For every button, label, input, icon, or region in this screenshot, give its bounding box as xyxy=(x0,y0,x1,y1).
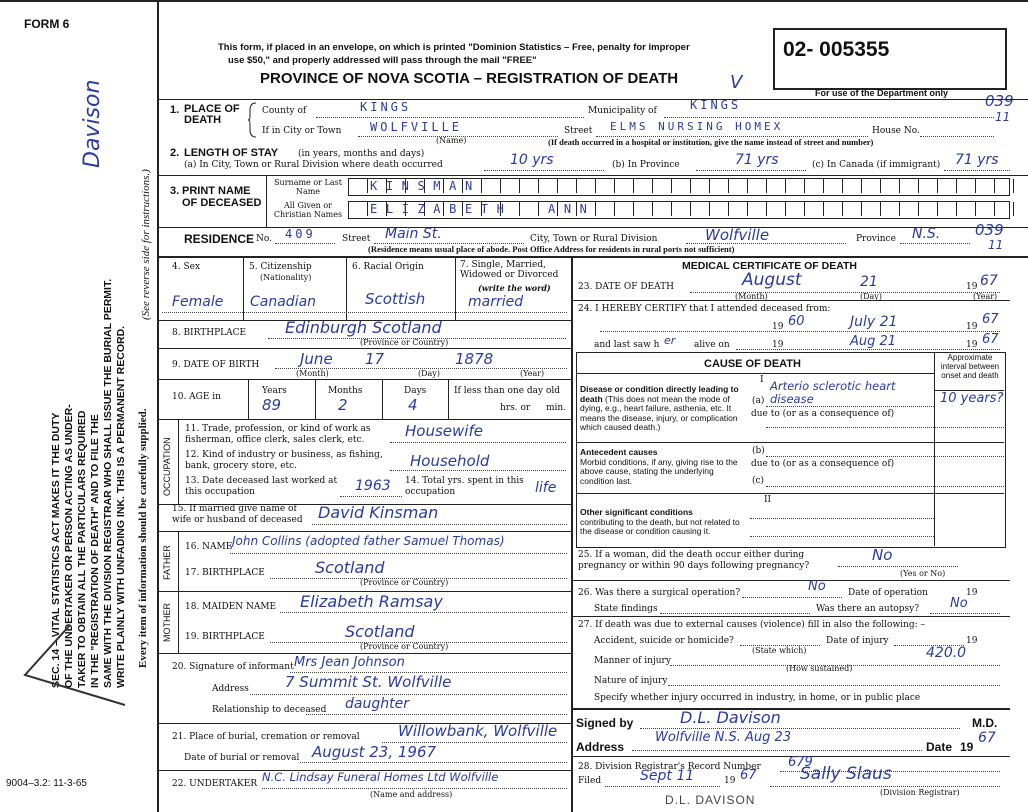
residence-code-2: 11 xyxy=(988,238,1004,252)
marital-label: 7. Single, Married, Widowed or Divorced xyxy=(460,260,559,280)
spouse-label: 15. If married give name of wife or husband of deceased xyxy=(172,504,303,525)
form-number: FORM 6 xyxy=(24,17,70,31)
death-date-label: 23. DATE OF DEATH xyxy=(578,282,674,292)
certify-from-prefix: 19 xyxy=(772,322,784,332)
department-use-note: For use of the Department only xyxy=(815,88,949,98)
q27-label: 27. If death was due to external causes (violence) fill in also the following: – xyxy=(578,620,926,630)
stay-canada-label: (c) In Canada (if immigrant) xyxy=(812,160,941,170)
place-brace xyxy=(248,102,258,138)
given-name-second: ANN xyxy=(548,202,596,216)
certify-label: 24. I HEREBY CERTIFY that I attended deceased from: xyxy=(578,304,831,314)
injury-date-label: Date of injury xyxy=(826,636,889,646)
filed-year: 67 xyxy=(740,768,757,783)
citizenship-label: 5. Citizenship xyxy=(249,262,312,272)
citizenship-value: Canadian xyxy=(250,294,317,310)
q25-value: No xyxy=(872,546,893,564)
record-number-value: 679 xyxy=(788,755,813,770)
filed-value: Sept 11 xyxy=(640,768,695,784)
surname-label: Surname or Last Name xyxy=(274,178,342,196)
residence-no-value: 409 xyxy=(285,227,316,241)
reverse-side-note: (See reverse side for instructions.) xyxy=(140,169,152,320)
trade-label: 11. Trade, profession, or kind of work as fisherman, office clerk, sales clerk, etc. xyxy=(185,424,371,445)
certify-to-prefix: 19 xyxy=(966,322,978,332)
residence-city-label: City, Town or Rural Division xyxy=(530,234,658,244)
death-date-year: 67 xyxy=(980,273,998,289)
length-of-stay-caption: (in years, months and days) xyxy=(298,149,425,159)
county-label: County of xyxy=(262,106,307,116)
city-label: If in City or Town xyxy=(262,126,342,136)
address-label: Address xyxy=(576,740,625,754)
due-to-b: due to (or as a consequence of) xyxy=(751,459,895,469)
informant-address-label: Address xyxy=(212,684,249,694)
alive-label: alive on xyxy=(694,340,730,350)
certify-to-year: 67 xyxy=(982,312,999,327)
street-label: Street xyxy=(564,126,593,136)
burial-place-value: Willowbank, Wolfville xyxy=(398,722,558,740)
envelope-notice-1: This form, if placed in an envelope, on which is printed "Dominion Statistics – Free, penalty for improper xyxy=(218,42,690,53)
mother-birthplace-value: Scotland xyxy=(345,622,415,641)
sex-value: Female xyxy=(172,294,224,310)
last-worked-value: 1963 xyxy=(355,478,391,494)
racial-origin-label: 6. Racial Origin xyxy=(352,262,424,272)
dob-day: 17 xyxy=(365,350,385,368)
stay-city-value: 10 yrs xyxy=(510,152,554,168)
cause-a-value: Arterio sclerotic heart disease xyxy=(770,379,896,406)
accident-label: Accident, suicide or homicide? xyxy=(594,636,734,646)
q26-value: No xyxy=(808,579,826,594)
section-two: II xyxy=(764,495,772,505)
death-year-caption: (Year) xyxy=(973,292,998,301)
alive-year: 67 xyxy=(982,332,999,347)
undertaker-value: N.C. Lindsay Funeral Homes Ltd Wolfville xyxy=(262,770,499,784)
municipality-label: Municipality of xyxy=(588,106,657,116)
surname-value: KINSMAN xyxy=(370,179,481,193)
margin-signature: Davison xyxy=(80,79,105,168)
age-years-value: 89 xyxy=(262,396,282,414)
burial-place-label: 21. Place of burial, cremation or removal xyxy=(172,732,360,742)
death-date-month: August xyxy=(742,270,802,290)
age-days-label: Days xyxy=(404,386,427,396)
supply-note: Every item of information should be carefully supplied. xyxy=(137,408,149,668)
due-to-a: due to (or as a consequence of) xyxy=(751,409,895,419)
residence-label: RESIDENCE xyxy=(184,232,255,246)
last-worked-label: 13. Date deceased last worked at this occupation xyxy=(185,476,338,497)
mother-maiden-label: 18. MAIDEN NAME xyxy=(185,602,277,612)
how-sustained-caption: (How sustained) xyxy=(786,664,853,673)
mother-birthplace-label: 19. BIRTHPLACE xyxy=(185,632,265,642)
print-code: 9004–3.2: 11-3-65 xyxy=(6,778,87,789)
q25-label: 25. If a woman, did the death occur either during pregnancy or within 90 days following pregnancy? xyxy=(578,550,810,571)
q25-caption: (Yes or No) xyxy=(900,569,946,578)
residence-city-value: Wolfville xyxy=(705,226,770,244)
residence-code-1: 039 xyxy=(975,221,1004,239)
registrar-stamp: D.L. DAVISON xyxy=(665,793,756,807)
medical-heading: MEDICAL CERTIFICATE OF DEATH xyxy=(682,260,857,272)
sex-label: 4. Sex xyxy=(172,262,201,272)
state-findings-label: State findings xyxy=(594,604,658,614)
dob-year: 1878 xyxy=(455,350,494,368)
death-date-day: 21 xyxy=(860,274,878,290)
father-name-label: 16. NAME xyxy=(185,542,233,552)
nature-label: Nature of injury xyxy=(594,676,668,686)
burial-date-value: August 23, 1967 xyxy=(312,743,437,761)
relationship-label: Relationship to deceased xyxy=(212,705,327,715)
given-names-label: All Given or Christian Names xyxy=(273,201,343,219)
stay-canada-value: 71 yrs xyxy=(955,152,999,168)
section-one: I xyxy=(760,375,764,385)
dob-day-caption: (Day) xyxy=(418,369,440,378)
father-side-label: FATHER xyxy=(162,545,172,580)
mother-maiden-value: Elizabeth Ramsay xyxy=(300,592,443,611)
antecedent-block: Antecedent causes Morbid conditions, if any, giving rise to the above cause, stating the underlying condition last. xyxy=(580,447,738,486)
registration-number: 02- 005355 xyxy=(783,38,890,61)
relationship-value: daughter xyxy=(345,696,409,712)
undertaker-caption: (Name and address) xyxy=(370,790,453,799)
residence-province-value: N.S. xyxy=(912,226,941,242)
length-of-stay-number: 2. xyxy=(170,147,180,159)
total-years-label: 14. Total yrs. spent in this occupation xyxy=(405,476,524,497)
given-name-first: ELIZABETH xyxy=(370,202,513,216)
cause-b-label: (b) xyxy=(752,446,765,456)
direct-cause-block: Disease or condition directly leading to death (This does not mean the mode of dying, e.g., heart failure, asthenia, etc. It means the disease, injury, or complication which caused death.) xyxy=(580,384,739,432)
city-value: WOLFVILLE xyxy=(370,120,463,134)
informant-address-value: 7 Summit St. Wolfville xyxy=(285,673,452,691)
spouse-value: David Kinsman xyxy=(318,503,439,522)
signed-by-label: Signed by xyxy=(576,716,634,730)
alive-year-prefix: 19 xyxy=(966,340,978,350)
sidebar-divider xyxy=(157,0,159,812)
occupation-side-label: OCCUPATION xyxy=(162,437,172,496)
statute-notice: SEC. 14 – VITAL STATISTICS ACT MAKES IT THE DUTY OF THE UNDERTAKER OR PERSON ACTING AS UNDER- TAKER TO OBTAIN ALL THE PARTICULARS REQUIRED IN THE "REGISTRATION OF DEATH" AND TO FILE THE SAME WITH THE DIVISION REGISTRAR WHO SHALL ISSUE THE BURIAL PERMIT. WRITE PLAINLY WITH UNFADING INK. THIS IS A PERMANENT RECORD. xyxy=(50,278,127,688)
residence-note: (Residence means usual place of abode. Post Office Address for residents in rural ports not sufficient) xyxy=(368,244,735,254)
age-label: 10. AGE in xyxy=(172,392,221,402)
q26-label: 26. Was there a surgical operation? xyxy=(578,588,741,598)
father-name-value: John Collins (adopted father Samuel Thomas) xyxy=(232,534,505,548)
under-day-label: If less than one day old xyxy=(454,386,561,396)
last-saw-value: er xyxy=(664,334,676,347)
stay-province-value: 71 yrs xyxy=(735,152,779,168)
undertaker-label: 22. UNDERTAKER xyxy=(172,779,258,789)
record-number-label: 28. Division Registrar's Record Number xyxy=(578,762,761,772)
min-label: min. xyxy=(546,403,567,413)
cause-heading: CAUSE OF DEATH xyxy=(704,358,801,370)
dob-month-caption: (Month) xyxy=(296,369,329,378)
trade-value: Housewife xyxy=(405,422,483,440)
age-days-value: 4 xyxy=(408,396,418,414)
other-conditions-block: Other significant conditions contributing to the death, but not related to the disease or condition causing it. xyxy=(580,507,740,536)
address-date-prefix: 19 xyxy=(960,740,974,754)
checkmark: V xyxy=(730,72,743,93)
industry-label: 12. Kind of industry or business, as fishing, bank, grocery store, etc. xyxy=(185,450,383,471)
birthplace-caption: (Province or Country) xyxy=(360,338,449,347)
autopsy-value: No xyxy=(950,596,968,611)
autopsy-label: Was there an autopsy? xyxy=(816,604,920,614)
stay-province-label: (b) In Province xyxy=(612,160,680,170)
operation-date-label: Date of operation xyxy=(848,588,928,598)
father-birthplace-value: Scotland xyxy=(315,558,385,577)
cause-a-label: (a) xyxy=(752,396,765,406)
father-birthplace-caption: (Province or Country) xyxy=(360,578,449,587)
place-of-death-number: 1. xyxy=(170,104,180,116)
burial-date-label: Date of burial or removal xyxy=(184,753,300,763)
interval-heading: Approximate interval between onset and death xyxy=(940,353,1000,380)
md-label: M.D. xyxy=(972,716,998,730)
citizenship-caption: (Nationality) xyxy=(260,273,312,282)
dob-year-caption: (Year) xyxy=(520,369,545,378)
name-caption: (Name) xyxy=(436,136,467,145)
dob-month: June xyxy=(300,350,333,368)
filed-label: Filed xyxy=(578,776,602,786)
stay-city-label: (a) In City, Town or Rural Division where death occurred xyxy=(184,160,443,170)
department-code-1: 039 xyxy=(985,92,1014,110)
certify-from-value: 60 xyxy=(788,314,805,329)
marital-value: married xyxy=(468,294,524,310)
alive-value: Aug 21 xyxy=(850,334,897,349)
industry-value: Household xyxy=(410,452,490,470)
state-which-caption: (State which) xyxy=(752,646,807,655)
county-value: KINGS xyxy=(360,100,412,114)
mother-side-label: MOTHER xyxy=(162,603,172,642)
death-month-caption: (Month) xyxy=(735,292,768,301)
injury-year-prefix: 19 xyxy=(966,636,978,646)
margin-scribble xyxy=(15,620,135,710)
specify-label: Specify whether injury occurred in industry, in home, or in public place xyxy=(594,693,921,703)
father-birthplace-label: 17. BIRTHPLACE xyxy=(185,568,265,578)
length-of-stay-label: LENGTH OF STAY xyxy=(184,147,279,159)
department-code-2: 11 xyxy=(995,110,1011,124)
deceased-name-label: PRINT NAME OF DECEASED xyxy=(182,185,262,209)
informant-signature-label: 20. Signature of informant xyxy=(172,662,294,672)
age-months-label: Months xyxy=(328,386,363,396)
house-label: House No. xyxy=(872,126,920,136)
column-divider xyxy=(571,256,573,812)
filed-year-prefix: 19 xyxy=(724,776,736,786)
signed-by-value: D.L. Davison xyxy=(680,708,781,727)
address-value: Wolfville N.S. Aug 23 xyxy=(655,730,792,745)
certify-to-value: July 21 xyxy=(850,314,898,330)
residence-no-label: No. xyxy=(256,234,272,244)
address-date-year: 67 xyxy=(978,730,996,746)
alive-prefix: 19 xyxy=(772,340,784,350)
registrar-signature: Sally Slaus xyxy=(800,764,892,784)
marital-caption: (write the word) xyxy=(478,283,551,293)
envelope-notice-2: use $50," and properly addressed will pass through the mail "FREE" xyxy=(228,55,537,66)
mother-birthplace-caption: (Province or Country) xyxy=(360,642,449,651)
racial-origin-value: Scottish xyxy=(365,290,426,308)
hrs-label: hrs. or xyxy=(500,403,531,413)
birthplace-label: 8. BIRTHPLACE xyxy=(172,328,247,338)
registrar-caption: (Division Registrar) xyxy=(880,788,960,797)
death-day-caption: (Day) xyxy=(860,292,882,301)
top-border xyxy=(0,0,1028,2)
total-years-value: life xyxy=(535,480,557,496)
place-of-death-label: PLACE OF DEATH xyxy=(184,103,240,126)
residence-province-label: Province xyxy=(856,234,896,244)
birthplace-value: Edinburgh Scotland xyxy=(285,318,442,337)
manner-code: 420.0 xyxy=(926,645,967,661)
address-date-label: Date xyxy=(926,740,953,754)
cause-a-interval: 10 years? xyxy=(940,391,1004,406)
street-value: ELMS NURSING HOMEX xyxy=(610,120,784,133)
age-months-value: 2 xyxy=(338,396,348,414)
municipality-value: KINGS xyxy=(690,98,742,112)
operation-year-prefix: 19 xyxy=(966,588,978,598)
cause-c-label: (c) xyxy=(752,476,765,486)
residence-street-value: Main St. xyxy=(385,226,442,242)
age-years-label: Years xyxy=(262,386,287,396)
dob-label: 9. DATE OF BIRTH xyxy=(172,360,260,370)
form-title: PROVINCE OF NOVA SCOTIA – REGISTRATION OF DEATH xyxy=(260,70,679,87)
manner-label: Manner of injury xyxy=(594,656,671,666)
death-date-year-prefix: 19 xyxy=(966,282,978,292)
informant-signature-value: Mrs Jean Johnson xyxy=(294,655,405,670)
institution-note: (If death occurred in a hospital or institution, give the name instead of street and number) xyxy=(548,137,874,147)
deceased-name-number: 3. xyxy=(170,185,180,197)
residence-street-label: Street xyxy=(342,234,371,244)
last-saw-label: and last saw h xyxy=(594,340,660,350)
